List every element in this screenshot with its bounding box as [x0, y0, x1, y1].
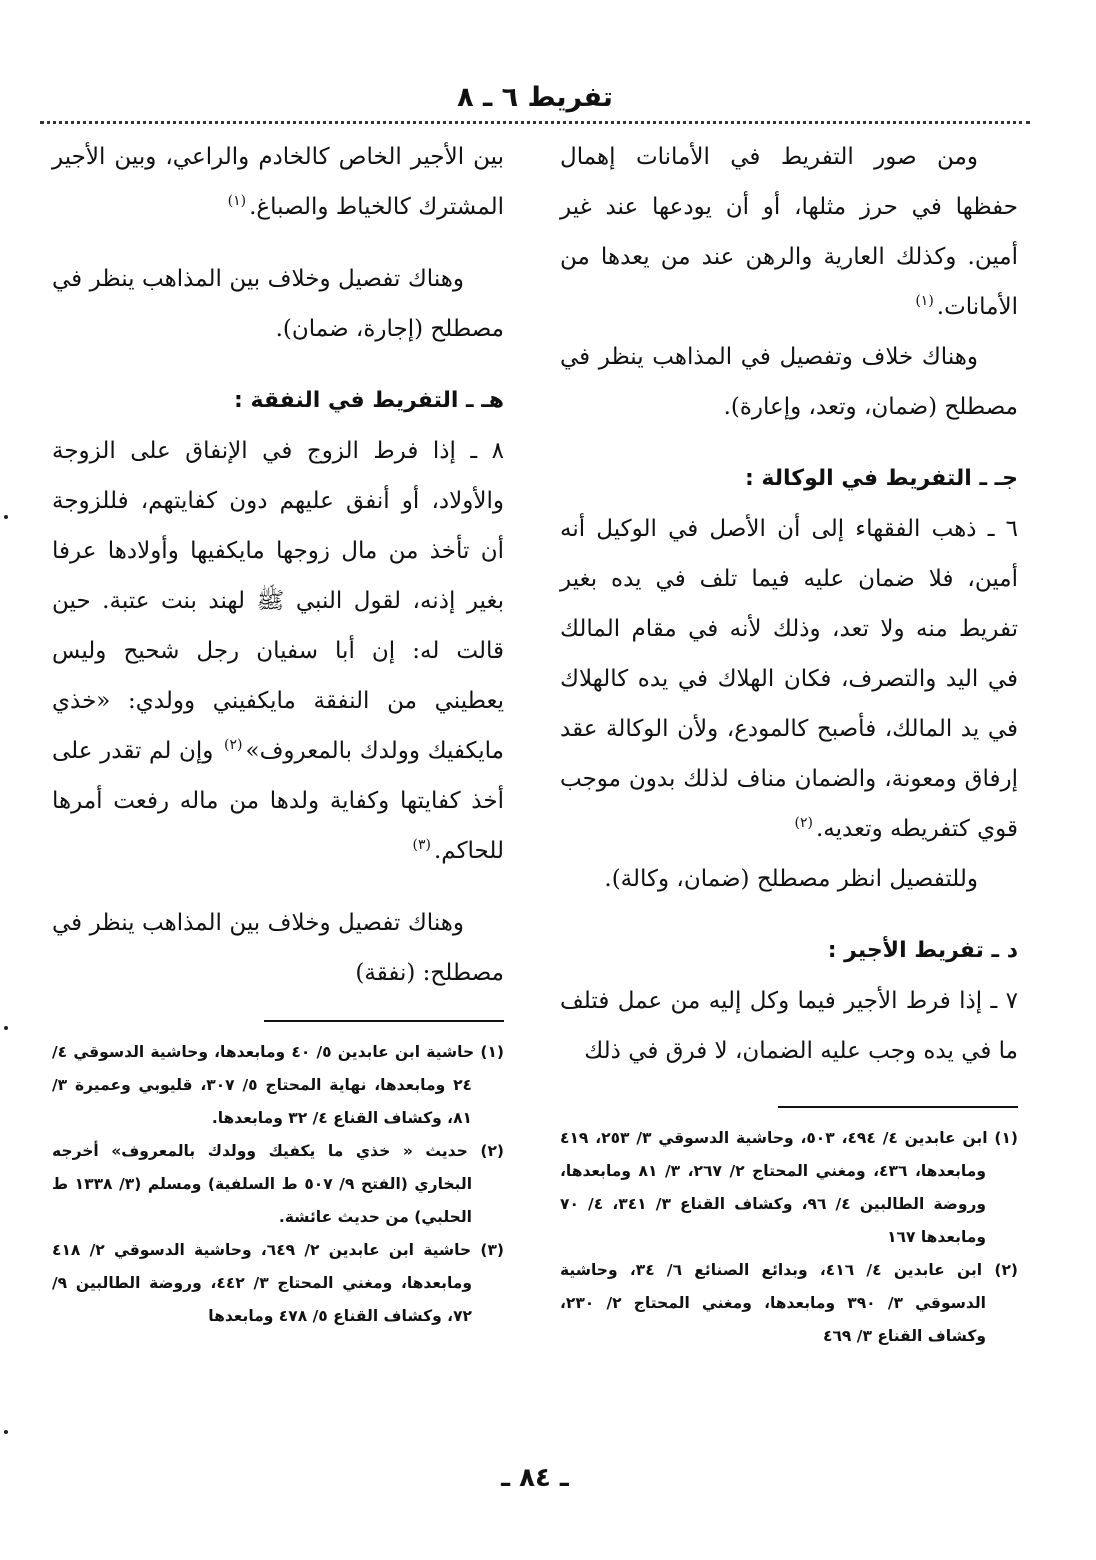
section-heading-agency: جـ ـ التفريط في الوكالة : — [744, 466, 1018, 491]
footnote-divider — [264, 1020, 504, 1022]
left-column — [52, 132, 504, 1333]
footnote: (١) حاشية ابن عابدين ٥/ ٤٠ ومابعدها، وحاشية الدسوقي ٤/ ٢٤ ومابعدها، نهاية المحتاج ٥/ ٣٠٧، قليوبي وعميرة ٣/ ٨١، وكشاف القناع ٤/ ٣٢ ومابعدها. — [52, 1043, 504, 1127]
paragraph-text: بين الأجير الخاص كالخادم والراعي، وبين الأجير المشترك كالخياط والصباغ. — [52, 144, 504, 220]
paragraph-maintenance — [52, 426, 504, 876]
right-column — [560, 132, 1018, 1353]
header-dotted-rule — [40, 121, 1030, 124]
footnote-ref[interactable]: (٣) — [412, 837, 431, 854]
footnote-ref[interactable]: (٢) — [224, 737, 243, 754]
paragraph-hired-worker: ٧ ـ إذا فرط الأجير فيما وكل إليه من عمل فتلف ما في يده وجب عليه الضمان، لا فرق في ذلك — [560, 988, 1018, 1064]
paragraph-maintenance-note: وهناك تفصيل وخلاف بين المذاهب ينظر في مصطلح: (نفقة) — [52, 910, 504, 986]
paragraph-agency-note: وللتفصيل انظر مصطلح (ضمان، وكالة). — [604, 866, 978, 892]
footnote-ref[interactable]: (١) — [915, 293, 934, 310]
paragraph-hired-worker-note: وهناك تفصيل وخلاف بين المذاهب ينظر في مصطلح (إجارة، ضمان). — [52, 266, 504, 342]
scan-mark — [4, 1430, 8, 1434]
paragraph-trusts — [560, 132, 1018, 332]
footnote: (٢) حديث « خذي ما يكفيك وولدك بالمعروف» أخرجه البخاري (الفتح ٩/ ٥٠٧ ط السلفية) ومسلم (٣/ ١٣٣٨ ط الحلبي) من حديث عائشة. — [52, 1142, 504, 1226]
footnote: (٣) حاشية ابن عابدين ٢/ ٦٤٩، وحاشية الدسوقي ٢/ ٤١٨ ومابعدها، ومغني المحتاج ٣/ ٤٤٢، وروضة الطالبين ٩/ ٧٢، وكشاف القناع ٥/ ٤٧٨ ومابعدها — [52, 1241, 505, 1325]
page-header: تفريط ٦ ـ ٨ — [457, 82, 613, 113]
paragraph-text: وإن لم تقدر على أخذ كفايتها وكفاية ولدها من ماله رفعت أمرها للحاكم. — [52, 738, 504, 864]
scan-mark — [4, 515, 8, 519]
section-heading-maintenance: هـ ـ التفريط في النفقة : — [234, 388, 504, 413]
paragraph-agency — [560, 504, 1018, 854]
footnote-ref[interactable]: (١) — [227, 193, 247, 210]
footnote-ref[interactable]: (٢) — [794, 815, 813, 832]
footnote-divider — [778, 1106, 1018, 1108]
footnote: (١) ابن عابدين ٤/ ٤٩٤، ٥٠٣، وحاشية الدسوقي ٣/ ٢٥٣، ٤١٩ ومابعدها، ٤٣٦، ومغني المحتاج ٢/ ٢٦٧، ٣/ ٨١ ومابعدها، وروضة الطالبين ٤/ ٩٦، وكشاف القناع ٣/ ٣٤١، ٤/ ٧٠ ومابعدها ١٦٧ — [560, 1129, 1018, 1246]
page-number: ـ ٨٤ ـ — [501, 1463, 569, 1493]
paragraph-text: ٨ ـ إذا فرط الزوج في الإنفاق على الزوجة والأولاد، أو أنفق عليهم دون كفايتهم، فللزوجة أن تأخذ من مال زوجها مايكفيها وأولادها عرفا بغير إذنه، لقول النبي ﷺ لهند بنت عتبة. حين قالت له: إن أبا سفيان رجل شحيح وليس يعطيني من النفقة مايكفيني وولدي: «خذي مايكفيك وولدك بالمعروف» — [52, 438, 504, 764]
footnote: (٢) ابن عابدين ٤/ ٤١٦، وبدائع الصنائع ٦/ ٣٤، وحاشية الدسوقي ٣/ ٣٩٠ ومابعدها، ومغني المحتاج ٢/ ٢٣٠، وكشاف القناع ٣/ ٤٦٩ — [560, 1261, 1018, 1345]
section-heading-hired-worker: د ـ تفريط الأجير : — [827, 938, 1018, 963]
paragraph-text: ومن صور التفريط في الأمانات إهمال حفظها في حرز مثلها، أو أن يودعها عند غير أمين. وكذلك العارية والرهن عند من يعدها من الأمانات. — [560, 144, 1018, 320]
paragraph-hired-worker-cont — [52, 132, 504, 232]
scan-mark — [4, 1026, 8, 1030]
paragraph-text: ٦ ـ ذهب الفقهاء إلى أن الأصل في الوكيل أنه أمين، فلا ضمان عليه فيما تلف في يده بغير تفريط منه ولا تعد، وذلك لأنه في مقام المالك في اليد والتصرف، فكان الهلاك في يده كالهلاك في يد المالك، فأصبح كالمودع، ولأن الوكالة عقد إرفاق ومعونة، والضمان مناف لذلك بدون موجب قوي كتفريطه وتعديه. — [560, 516, 1018, 842]
paragraph-trusts-note: وهناك خلاف وتفصيل في المذاهب ينظر في مصطلح (ضمان، وتعد، وإعارة). — [560, 344, 1018, 420]
